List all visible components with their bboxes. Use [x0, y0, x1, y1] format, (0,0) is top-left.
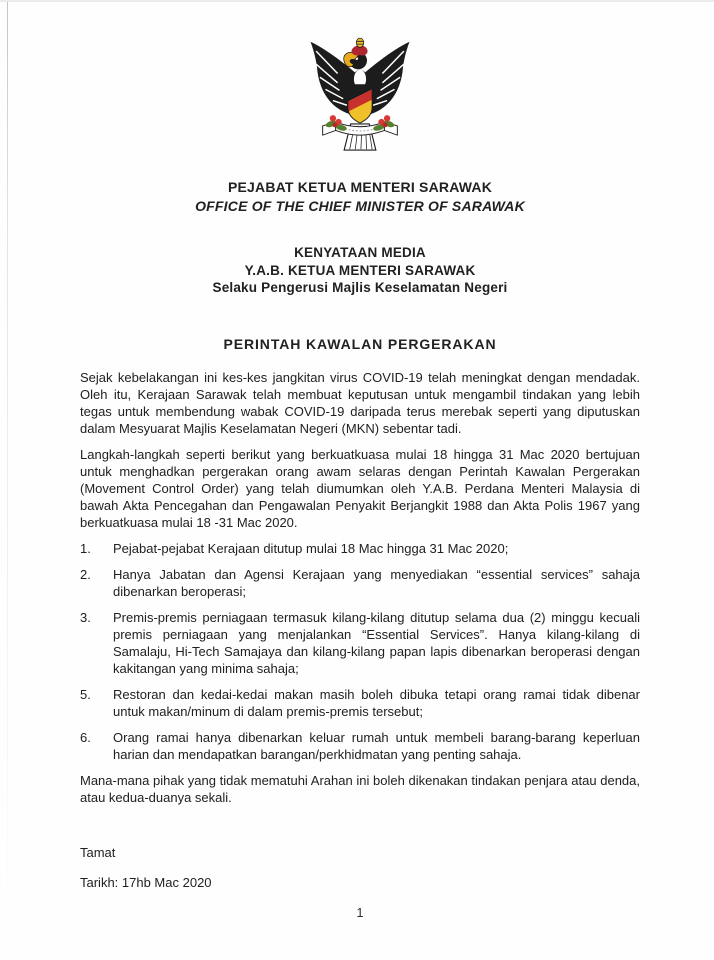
list-item-number: 2. [80, 566, 91, 582]
list-item [80, 686, 640, 720]
paragraph-intro: Sejak kebelakangan ini kes-kes jangkitan virus COVID-19 telah meningkat dengan mendadak. Oleh itu, Kerajaan Sarawak telah membuat keputusan untuk mengambil tindakan yang lebih tegas untuk membendung wabak COVID-19 daripada terus merebak seperti yang diputuskan dalam Mesyuarat Majlis Keselamatan Negeri (MKN) sebentar tadi. [80, 369, 640, 436]
office-name-english: OFFICE OF THE CHIEF MINISTER OF SARAWAK [195, 198, 525, 214]
list-item-text: Orang ramai hanya dibenarkan keluar rumah untuk membeli barang-barang keperluan harian dan mendapatkan barangan/perkhidmatan yang penting sahaja. [113, 729, 640, 762]
statement-author: Y.A.B. KETUA MENTERI SARAWAK [244, 262, 476, 278]
paragraph-measures: Langkah-langkah seperti berikut yang berkuatkuasa mulai 18 hingga 31 Mac 2020 bertujuan untuk menghadkan pergerakan orang awam selaras dengan Perintah Kawalan Pergerakan (Movement Control Order) yang telah diumumkan oleh Y.A.B. Perdana Menteri Malaysia di bawah Akta Pencegahan dan Pengawalan Penyakit Berjangkit 1988 dan Akta Polis 1967 yang berkuatkuasa mulai 18 -31 Mac 2020. [80, 446, 640, 530]
list-item [80, 566, 640, 600]
list-item-text: Hanya Jabatan dan Agensi Kerajaan yang menyediakan “essential services” sahaja dibenarkan beroperasi; [113, 566, 640, 599]
statement-role: Selaku Pengerusi Majlis Keselamatan Negeri [212, 280, 508, 295]
media-statement-header [80, 244, 640, 297]
office-name-malay: PEJABAT KETUA MENTERI SARAWAK [227, 179, 493, 195]
office-header [80, 178, 640, 216]
list-item-number: 5. [80, 686, 91, 702]
page-number: 1 [356, 905, 364, 920]
list-item-text: Pejabat-pejabat Kerajaan ditutup mulai 18 Mac hingga 31 Mac 2020; [113, 540, 509, 556]
list-item [80, 609, 640, 677]
list-item-number: 6. [80, 729, 91, 745]
list-item-text: Premis-premis perniagaan termasuk kilang-kilang ditutup selama dua (2) minggu kecuali premis perniagaan yang menjalankan “Essential Services”. Hanya kilang-kilang di Samalaju, Hi-Tech Samajaya dan kilang-kilang papan lapis dibenarkan beroperasi dengan kakitangan yang minima sahaja; [113, 609, 640, 676]
list-item [80, 729, 640, 763]
paragraph-penalty: Mana-mana pihak yang tidak mematuhi Arahan ini boleh dikenakan tindakan penjara atau denda, atau kedua-duanya sekali. [80, 772, 640, 805]
statement-type: KENYATAAN MEDIA [294, 245, 426, 260]
sarawak-crest-icon [304, 36, 416, 156]
measures-list [80, 540, 640, 763]
list-item-text: Restoran dan kedai-kedai makan masih boleh dibuka tetapi orang ramai tidak dibenar untuk makan/minum di dalam premis-premis tersebut; [113, 686, 640, 719]
end-label: Tamat [80, 844, 116, 860]
date-line: Tarikh: 17hb Mac 2020 [80, 874, 212, 890]
list-item [80, 540, 640, 557]
list-item-number: 3. [80, 609, 91, 625]
list-item-number: 1. [80, 540, 91, 556]
document-title: PERINTAH KAWALAN PERGERAKAN [223, 335, 497, 352]
